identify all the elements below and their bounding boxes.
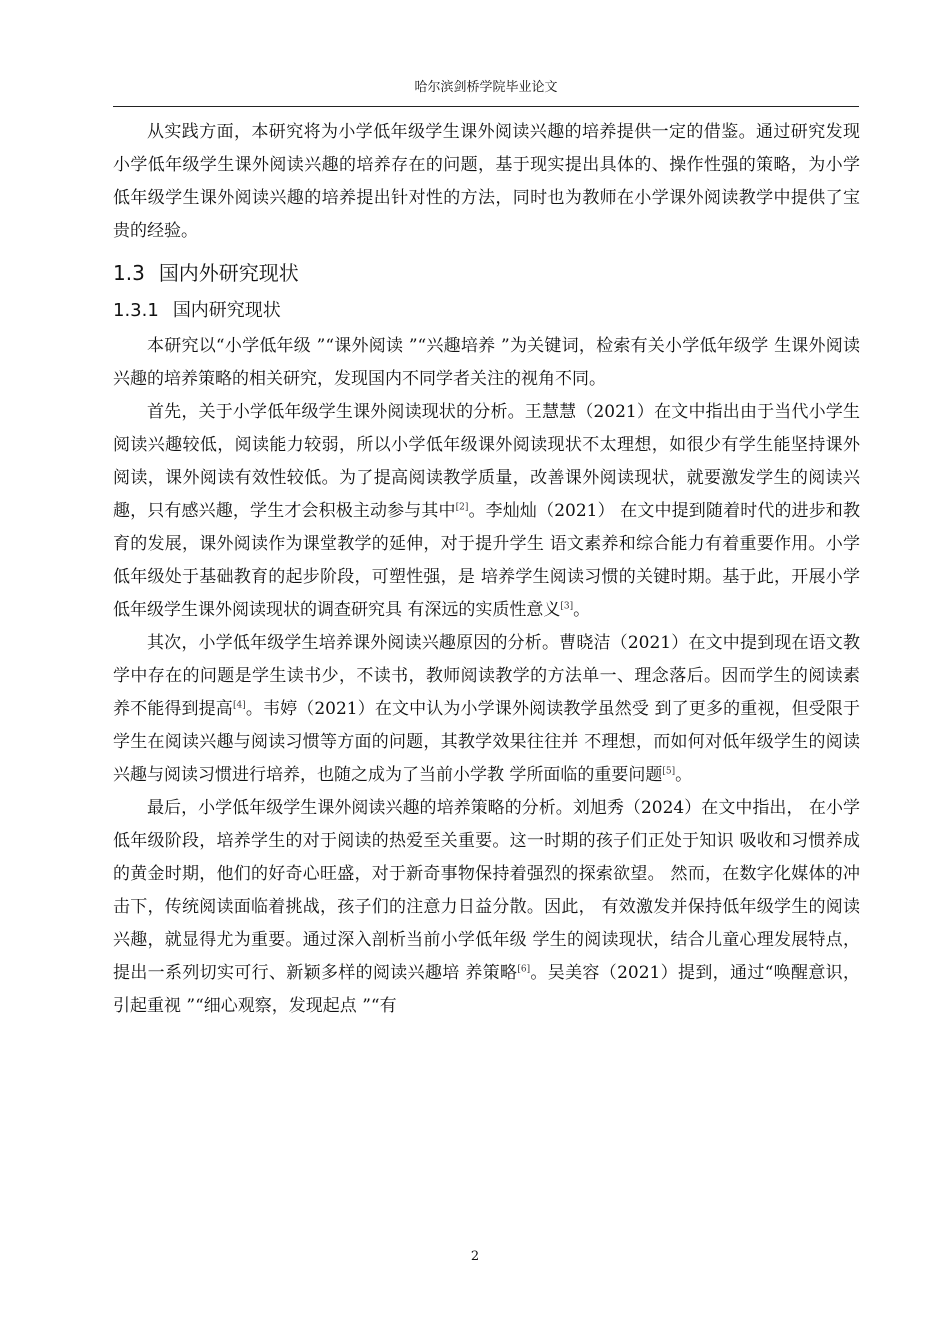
paragraph-last-text-a: 最后，小学低年级学生课外阅读兴趣的培养策略的分析。刘旭秀（2024）在文中指出， 在小学低年级阶段，培养学生的对于阅读的热爱至关重要。这一时期的孩子们正处于知识 吸收和习惯养成的黄金时期，他们的好奇心旺盛，对于新奇事物保持着强烈的探索欲望。 然而，在数字化媒体的冲击下，传统阅读面临着挑战，孩子们的注意力日益分散。因此， 有效激发并保持低年级学生的阅读兴趣，就显得尤为重要。通过深入剖析当前小学低年级 学生的阅读现状，结合儿童心理发展特点，提出一系列切实可行、新颖多样的阅读兴趣培 养策略	[113, 798, 860, 983]
section-title: 国内外研究现状	[158, 261, 299, 285]
citation-ref-3[interactable]: [3]	[560, 601, 574, 612]
citation-ref-4[interactable]: [4]	[232, 700, 246, 711]
paragraph-last	[113, 792, 860, 1023]
paragraph-second-text-c: 。	[675, 765, 693, 785]
paragraph-second-text-b: 。韦婷（2021）在文中认为小学课外阅读教学虽然受 到了更多的重视，但受限于学生在阅读兴趣与阅读习惯等方面的问题，其教学效果往往并 不理想，而如何对低年级学生的阅读兴趣与阅读习惯进行培养，也随之成为了当前小学教 学所面临的重要问题	[113, 699, 861, 785]
paragraph-keywords: 本研究以“小学低年级 ”“课外阅读 ”“兴趣培养 ”为关键词，检索有关小学低年级学 生课外阅读兴趣的培养策略的相关研究，发现国内不同学者关注的视角不同。	[113, 336, 860, 389]
paragraph-first-text-a: 首先，关于小学低年级学生课外阅读现状的分析。王慧慧（2021）在文中指出由于当代小学生阅读兴趣较低，阅读能力较弱，所以小学低年级课外阅读现状不太理想，如很少有学生能坚持课外阅读，课外阅读有效性较低。为了提高阅读教学质量，改善课外阅读现状，就要激发学生的阅读兴趣，只有感兴趣，学生才会积极主动参与其中	[113, 402, 860, 521]
paragraph-first-text-c: 。	[573, 600, 591, 620]
citation-ref-6[interactable]: [6]	[517, 964, 531, 975]
section-number: 1.3	[113, 261, 145, 285]
header-title: 哈尔滨剑桥学院毕业论文	[414, 80, 558, 95]
paragraph-first	[113, 396, 860, 627]
citation-ref-5[interactable]: [5]	[662, 766, 676, 777]
paragraph-practice: 从实践方面，本研究将为小学低年级学生课外阅读兴趣的培养提供一定的借鉴。通过研究发现小学低年级学生课外阅读兴趣的培养存在的问题，基于现实提出具体的、操作性强的策略，为小学低年级学生课外阅读兴趣的培养提出针对性的方法，同时也为教师在小学课外阅读教学中提供了宝贵的经验。	[113, 122, 860, 241]
page-number: 2	[470, 1249, 480, 1264]
subsection-number: 1.3.1	[113, 300, 159, 321]
subsection-title: 国内研究现状	[172, 300, 281, 321]
subsection-heading-1-3-1	[113, 294, 860, 328]
paragraph-last-text-b: 。吴美容（2021）提到，通过“唤醒意识，引起重视 ”“细心观察，发现起点 ”“有	[113, 963, 860, 1016]
page-header	[113, 80, 859, 107]
paragraph-second-text-a: 其次，小学低年级学生培养课外阅读兴趣原因的分析。曹晓洁（2021）在文中提到现在语文教学中存在的问题是学生读书少，不读书，教师阅读教学的方法单一、理念落后。因而学生的阅读素养不能得到提高	[113, 633, 860, 719]
section-heading-1-3	[113, 256, 860, 290]
citation-ref-2[interactable]: [2]	[455, 502, 469, 513]
paragraph-first-text-b: 。李灿灿（2021） 在文中提到随着时代的进步和教育的发展，课外阅读作为课堂教学的延伸，对于提升学生 语文素养和综合能力有着重要作用。小学低年级处于基础教育的起步阶段，可塑性强，是 培养学生阅读习惯的关键时期。基于此，开展小学低年级学生课外阅读现状的调查研究具 有深远的实质性意义	[113, 501, 860, 620]
document-body	[113, 116, 860, 1023]
paragraph-second	[113, 627, 860, 792]
